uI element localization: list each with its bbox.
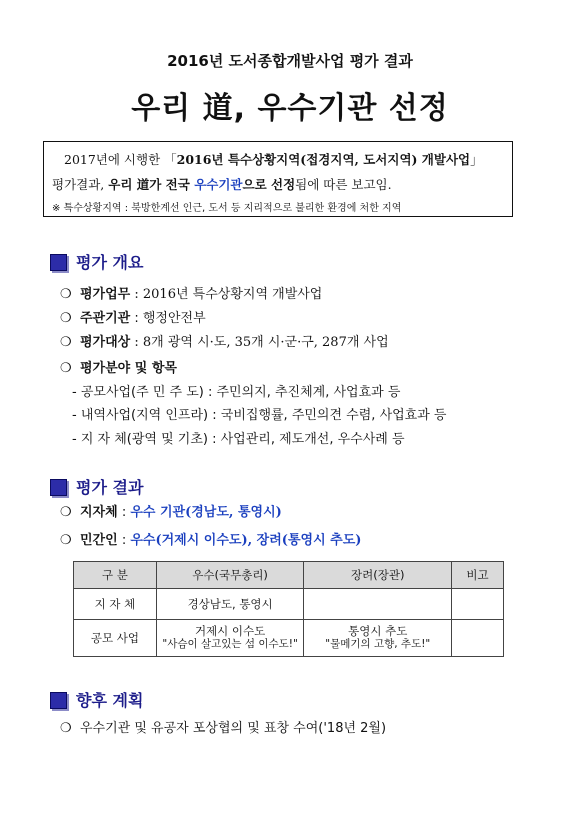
square-bullet-icon <box>50 479 67 496</box>
table-header: 우수(국무총리) <box>156 562 304 589</box>
results-table <box>73 561 504 657</box>
sub-item: - 내역사업(지역 인프라) : 국비집행률, 주민의견 수렴, 사업효과 등 <box>72 408 447 423</box>
list-item: ❍ 주관기관 : 행정안전부 <box>60 311 206 326</box>
table-cell: 거제시 이수도 "사슴이 살고있는 섬 이수도!" <box>156 620 304 657</box>
square-bullet-icon <box>50 692 67 709</box>
table-row <box>74 620 504 657</box>
sub-item: - 공모사업(주 민 주 도) : 주민의지, 추진체계, 사업효과 등 <box>72 385 401 400</box>
document-title: 우리 道, 우수기관 선정 <box>131 91 449 126</box>
summary-note: ※ 특수상황지역 : 북방한계선 인근, 도서 등 지리적으로 불리한 환경에 처한 지역 <box>52 203 402 214</box>
summary-line-2: 평가결과, 우리 道가 전국 우수기관으로 선정됨에 따른 보고임. <box>52 177 392 192</box>
table-header-row <box>74 562 504 589</box>
table-header: 구 분 <box>74 562 157 589</box>
table-row <box>74 589 504 620</box>
table-cell: 통영시 추도 "물메기의 고향, 추도!" <box>304 620 452 657</box>
document-subtitle: 2016년 도서종합개발사업 평가 결과 <box>167 52 413 70</box>
list-item: ❍ 민간인 : 우수(거제시 이수도), 장려(통영시 추도) <box>60 533 362 548</box>
table-cell: 지 자 체 <box>74 589 157 620</box>
table-header: 비고 <box>452 562 504 589</box>
list-item: ❍ 평가대상 : 8개 광역 시·도, 35개 시·군·구, 287개 사업 <box>60 335 389 350</box>
table-cell: 공모 사업 <box>74 620 157 657</box>
table-cell <box>304 589 452 620</box>
table-cell: 경상남도, 통영시 <box>156 589 304 620</box>
summary-line-1: 2017년에 시행한 「2016년 특수상황지역(접경지역, 도서지역) 개발사업」 <box>64 152 483 167</box>
table-cell <box>452 589 504 620</box>
square-bullet-icon <box>50 254 67 271</box>
table-cell <box>452 620 504 657</box>
sub-item: - 지 자 체(광역 및 기초) : 사업관리, 제도개선, 우수사례 등 <box>72 432 405 447</box>
list-item: ❍ 평가업무 : 2016년 특수상황지역 개발사업 <box>60 287 323 302</box>
list-item: ❍ 평가분야 및 항목 <box>60 361 177 376</box>
list-item: ❍ 지자체 : 우수 기관(경남도, 통영시) <box>60 505 282 520</box>
table-header: 장려(장관) <box>304 562 452 589</box>
summary-box <box>43 141 513 217</box>
list-item: ❍ 우수기관 및 유공자 포상협의 및 표창 수여('18년 2월) <box>60 721 387 736</box>
